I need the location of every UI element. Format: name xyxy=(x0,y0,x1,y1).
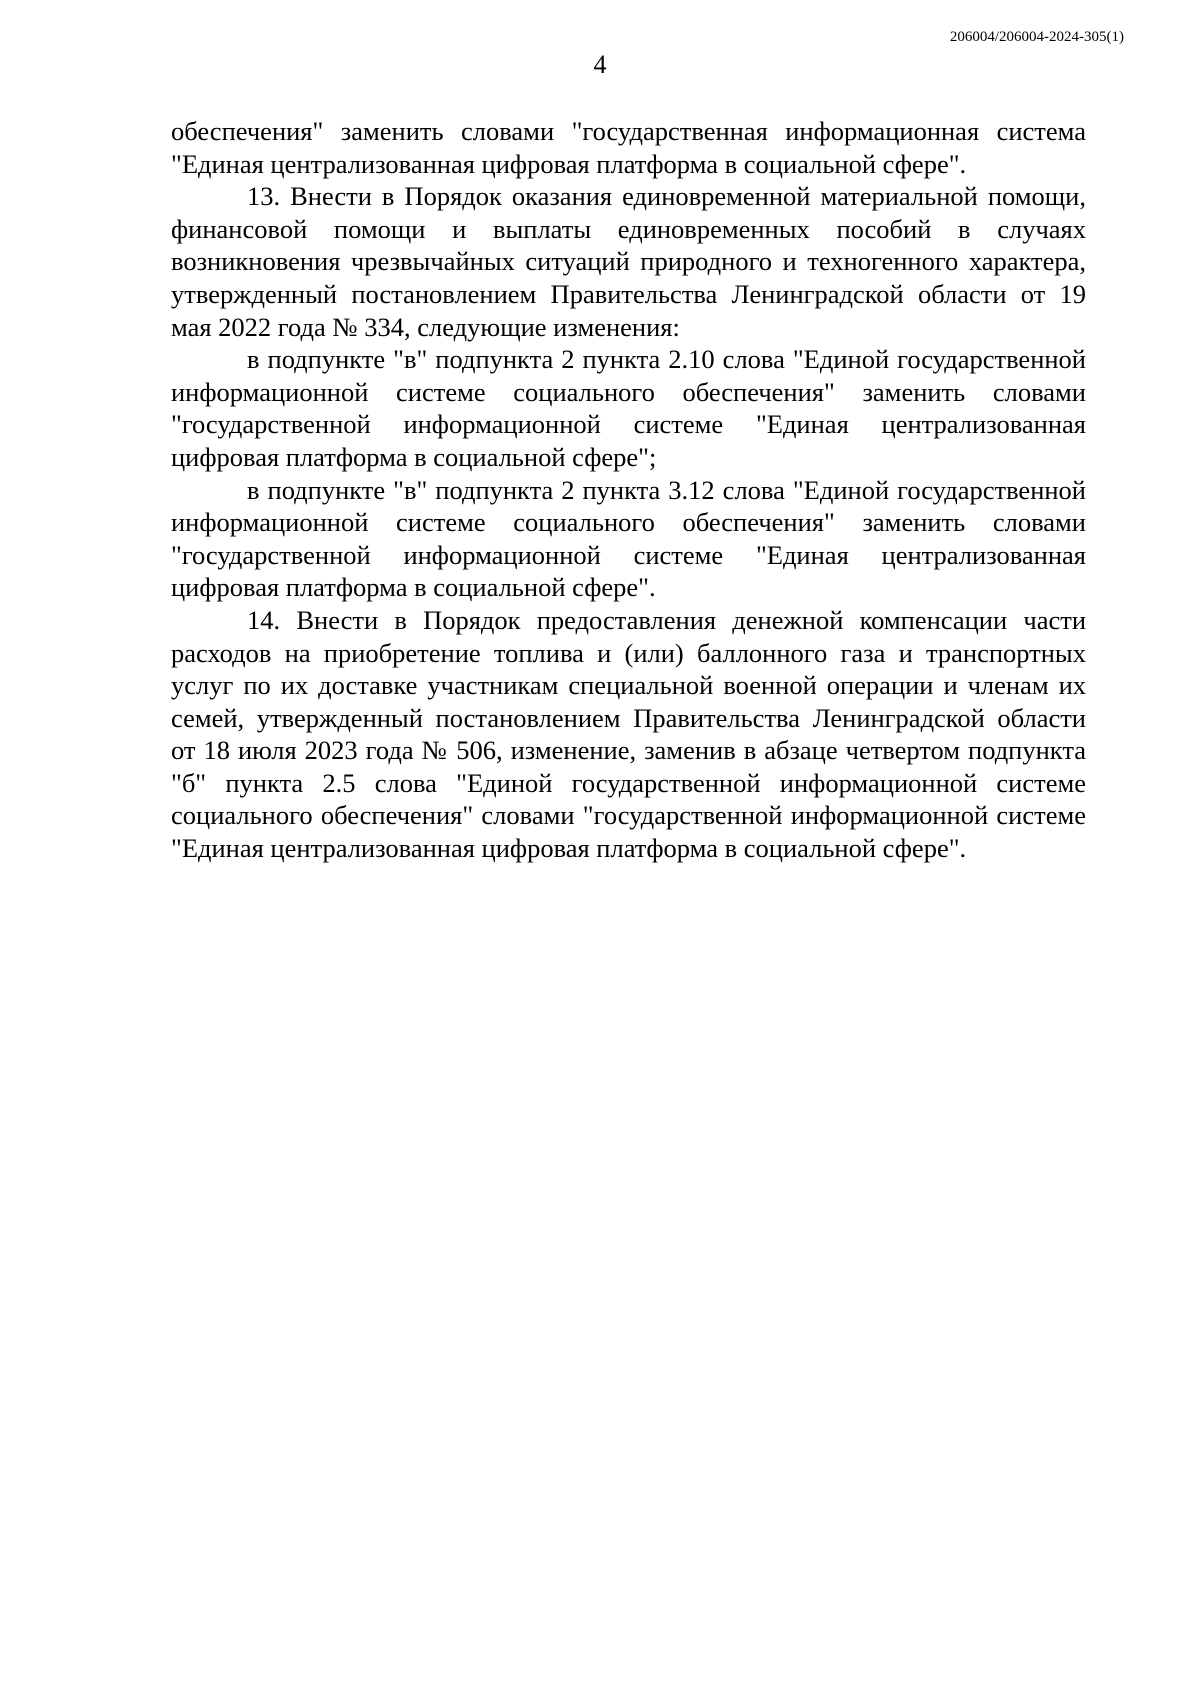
page-number: 4 xyxy=(593,50,607,79)
paragraph-item-13: 13. Внести в Порядок оказания единовременной материальной помощи, финансовой помощи и выплаты единовременных пособий в случаях возникновения чрезвычайных ситуаций природного и техногенного характера, утвержденный постановлением Правительства Ленинградской области от 19 мая 2022 года № 334, следующие изменения: xyxy=(171,181,1086,342)
document-body xyxy=(171,115,1086,865)
paragraph-subitem-3-12: в подпункте "в" подпункта 2 пункта 3.12 слова "Единой государственной информационной системе социального обеспечения" заменить словами "государственной информационной системе "Единая централизованная цифровая платформа в социальной сфере". xyxy=(171,474,1086,603)
document-id: 206004/206004-2024-305(1) xyxy=(949,29,1124,45)
paragraph-item-14: 14. Внести в Порядок предоставления денежной компенсации части расходов на приобретение топлива и (или) баллонного газа и транспортных услуг по их доставке участникам специальной военной операции и членам их семей, утвержденный постановлением Правительства Ленинградской области от 18 июля 2023 года № 506, изменение, заменив в абзаце четвертом подпункта "б" пункта 2.5 слова "Единой государственной информационной системе социального обеспечения" словами "государственной информационной системе "Единая централизованная цифровая платформа в социальной сфере". xyxy=(171,604,1086,864)
paragraph-continuation: обеспечения" заменить словами "государственная информационная система "Единая централизованная цифровая платформа в социальной сфере". xyxy=(171,116,1086,179)
paragraph-subitem-2-10: в подпункте "в" подпункта 2 пункта 2.10 слова "Единой государственной информационной системе социального обеспечения" заменить словами "государственной информационной системе "Единая централизованная цифровая платформа в социальной сфере"; xyxy=(171,344,1086,472)
